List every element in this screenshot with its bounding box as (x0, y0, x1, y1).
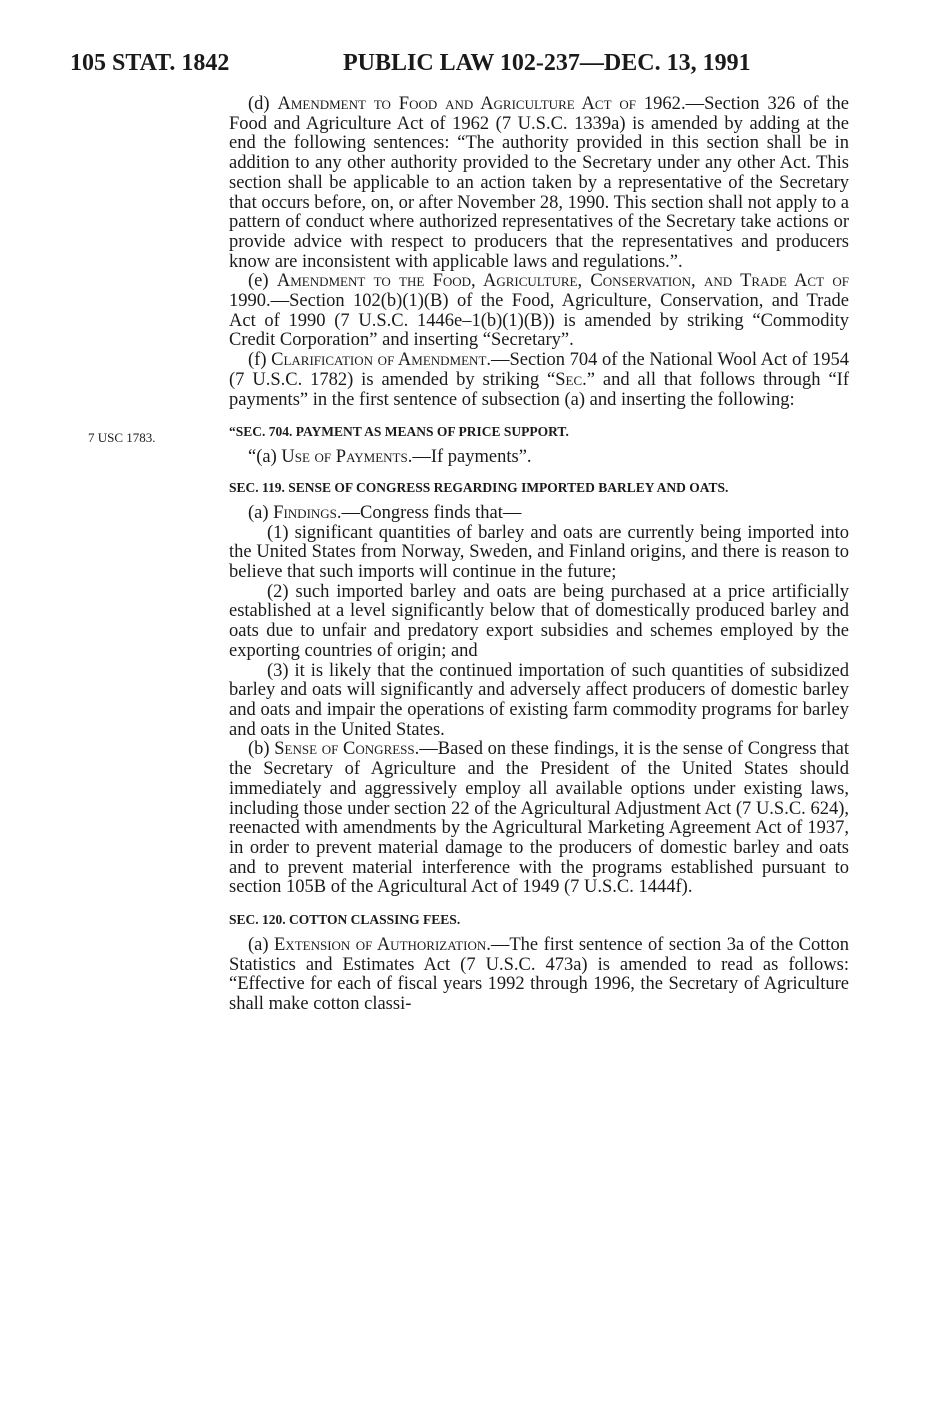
finding-item-2: (2) such imported barley and oats are being purchased at a price artificially established at a level significantly below that of domestically produced barley and oats due to unfair and predatory export subsidies and schemes employed by the exporting countries of origin; and (229, 581, 849, 661)
section-119-heading: SEC. 119. SENSE OF CONGRESS REGARDING IMPORTED BARLEY AND OATS. (229, 479, 729, 495)
public-law-title: PUBLIC LAW 102-237—DEC. 13, 1991 (343, 50, 751, 76)
section-119-subsection-a: (a) Findings.—Congress finds that— (248, 502, 522, 523)
section-704-subsection-a: “(a) Use of Payments.—If payments”. (248, 447, 532, 468)
subsection-f-heading: Clarification of Amendment (271, 350, 487, 371)
subsection-d: (d) Amendment to Food and Agriculture Act of 1962.—Section 326 of the Food and Agriculture Act of 1962 (7 U.S.C. 1339a) is amended by adding at the end the following sentences: “The authority provided in this section shall be in addition to any other authority provided to the Secretary under any other Act. This section shall be applicable to an action taken by a representative of the Secretary that occurs before, on, or after November 28, 1990. This section shall not apply to a pattern of conduct where authorized representatives of the Secretary take actions or provide advice with respect to producers that the representatives and producers know are inconsistent with applicable laws and regulations.”. (229, 94, 849, 272)
subsection-f: (f) Clarification of Amendment.—Section 704 of the National Wool Act of 1954 (7 U.S.C. 1782) is amended by striking “Sec.” and all that follows through “If payments” in the first sentence of subsection (a) and inserting the following: (229, 350, 850, 410)
section-119-subsection-b: (b) Sense of Congress.—Based on these findings, it is the sense of Congress that the Secretary of Agriculture and the President of the United States should immediately and aggressively employ all available options under existing laws, including those under section 22 of the Agricultural Adjustment Act (7 U.S.C. 624), reenacted with amendments by the Agricultural Marketing Agreement Act of 1937, in order to prevent material damage to the producers of domestic barley and oats and to prevent material interference with the programs established pursuant to section 105B of the Agricultural Act of 1949 (7 U.S.C. 1444f). (229, 739, 849, 898)
finding-item-3: (3) it is likely that the continued importation of such quantities of subsidized barley and oats will significantly and adversely affect producers of domestic barley and oats and impair the operations of existing farm commodity programs for barley and oats in the United States. (229, 660, 849, 740)
section-120-subsection-a: (a) Extension of Authorization.—The first sentence of section 3a of the Cotton Statistics and Estimates Act (7 U.S.C. 473a) is amended to read as follows: “Effective for each of fiscal years 1992 through 1996, the Secretary of Agriculture shall make cotton classi- (229, 935, 849, 1015)
subsection-e-heading: Amendment to the Food, Agriculture, Conservation, and Trade Act of 1990 (229, 271, 849, 312)
page-header (70, 48, 830, 78)
subsection-d-heading: Amendment to Food and Agriculture Act of 1962 (277, 94, 681, 114)
document-body (229, 95, 849, 1015)
section-120-heading: SEC. 120. COTTON CLASSING FEES. (229, 912, 461, 928)
section-704-heading: “SEC. 704. PAYMENT AS MEANS OF PRICE SUPPORT. (229, 424, 569, 440)
stat-page-number: 105 STAT. 1842 (70, 50, 230, 76)
finding-item-1: (1) significant quantities of barley and oats are currently being imported into the United States from Norway, Sweden, and Finland origins, and there is reason to believe that such imports will continue in the future; (229, 522, 849, 583)
margin-note-usc: 7 USC 1783. (88, 430, 156, 445)
subsection-e: (e) Amendment to the Food, Agriculture, Conservation, and Trade Act of 1990.—Section 102(b)(1)(B) of the Food, Agriculture, Conservation, and Trade Act of 1990 (7 U.S.C. 1446e–1(b)(1)(B)) is amended by striking “Commodity Credit Corporation” and inserting “Secretary”. (229, 271, 849, 351)
